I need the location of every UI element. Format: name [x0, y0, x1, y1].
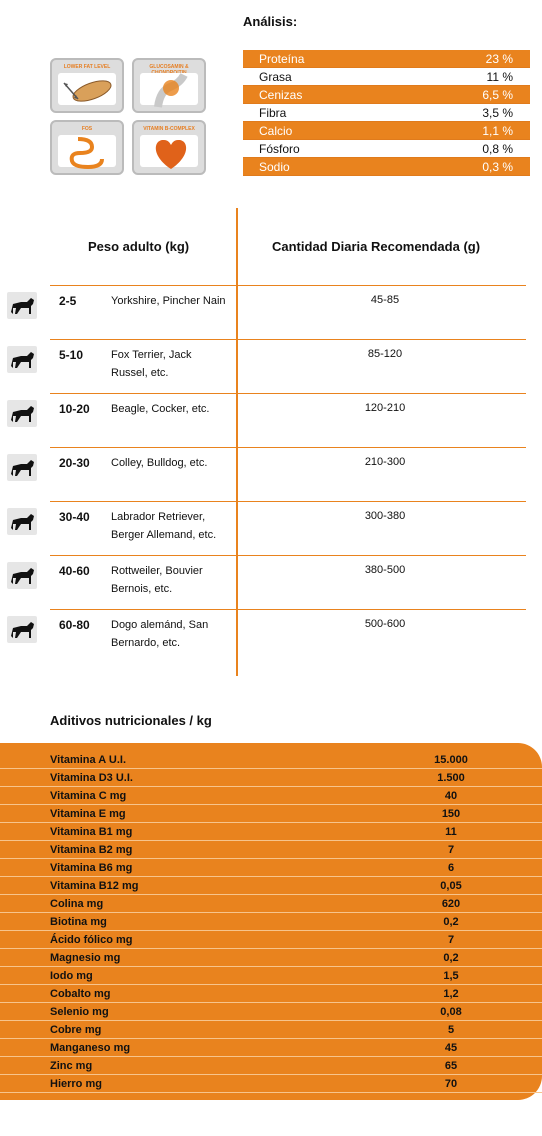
additive-name: Zinc mg [50, 1059, 93, 1072]
aditivos-title: Aditivos nutricionales / kg [50, 713, 212, 728]
row-divider [50, 285, 526, 286]
analisis-row [243, 86, 530, 104]
additive-value: 7 [447, 843, 455, 856]
additive-value: 1,5 [443, 969, 459, 982]
analisis-row [243, 158, 530, 176]
benefit-icons [50, 58, 206, 176]
additive-name: Vitamina B12 mg [50, 879, 139, 892]
breed-examples: Fox Terrier, Jack Russel, etc. [111, 349, 192, 379]
additive-value: 5 [447, 1023, 455, 1036]
additive-value: 6 [447, 861, 455, 874]
additive-row [0, 1003, 542, 1021]
additive-row [0, 877, 542, 895]
great-dane-dog-icon [7, 616, 37, 643]
daily-amount: 500-600 [364, 618, 406, 630]
nutrient-value: 3,5 % [482, 105, 513, 120]
nutrient-name: Calcio [259, 123, 293, 138]
additive-value: 0,2 [443, 951, 459, 964]
additive-row [0, 931, 542, 949]
additive-row [0, 913, 542, 931]
nutrient-value: 0,8 % [482, 141, 513, 156]
breed-examples: Rottweiler, Bouvier Bernois, etc. [111, 565, 203, 595]
collie-dog-icon [7, 454, 37, 481]
additive-name: Manganeso mg [50, 1041, 131, 1054]
nutrient-name: Proteína [259, 51, 305, 66]
weight-range: 5-10 [59, 348, 84, 362]
joint-icon: GLUCOSAMIN & [132, 58, 206, 113]
aditivos-panel [0, 743, 542, 1100]
breed-examples: Beagle, Cocker, etc. [111, 403, 210, 415]
weight-range: 2-5 [59, 294, 77, 308]
additive-value: 0,05 [440, 879, 462, 892]
additive-value: 0,08 [440, 1005, 462, 1018]
heart-icon: VITAMIN B-COMPLEX [132, 120, 206, 175]
row-divider [50, 393, 526, 394]
nutrient-name: Fósforo [259, 141, 300, 156]
additive-name: Vitamina B2 mg [50, 843, 133, 856]
daily-amount: 45-85 [370, 294, 400, 306]
additive-name: Magnesio mg [50, 951, 121, 964]
aditivos-list [0, 751, 542, 1093]
nutrient-value: 11 % [486, 69, 513, 84]
additive-row [0, 949, 542, 967]
weight-range: 60-80 [59, 618, 90, 632]
intestine-icon: FOS [50, 120, 124, 175]
nutrient-name: Cenizas [259, 87, 303, 102]
header-amount: Cantidad Diaria Recomendada (g) [272, 239, 481, 254]
additive-row [0, 769, 542, 787]
additive-value: 7 [447, 933, 455, 946]
additive-row [0, 967, 542, 985]
additive-row [0, 1039, 542, 1057]
additive-value: 620 [441, 897, 461, 910]
rottweiler-dog-icon [7, 562, 37, 589]
weight-range: 40-60 [59, 564, 90, 578]
analisis-row [243, 68, 530, 86]
breed-examples: Colley, Bulldog, etc. [111, 457, 208, 469]
additive-row [0, 805, 542, 823]
beagle-dog-icon [7, 400, 37, 427]
row-divider [50, 501, 526, 502]
nutrient-value: 1,1 % [482, 123, 513, 138]
column-divider [236, 208, 238, 288]
breed-examples: Labrador Retriever, Berger Allemand, etc. [111, 511, 217, 541]
analisis-title: Análisis: [243, 14, 298, 29]
nutrient-value: 6,5 % [482, 87, 513, 102]
daily-amount: 85-120 [367, 348, 403, 360]
weight-range: 20-30 [59, 456, 90, 470]
additive-name: Biotina mg [50, 915, 107, 928]
analisis-row [243, 104, 530, 122]
weight-range: 30-40 [59, 510, 90, 524]
column-divider [236, 288, 238, 676]
additive-name: Ácido fólico mg [50, 933, 133, 946]
additive-row [0, 787, 542, 805]
additive-row [0, 1057, 542, 1075]
row-divider [50, 447, 526, 448]
daily-amount: 300-380 [364, 510, 406, 522]
additive-row [0, 1021, 542, 1039]
additive-value: 1.500 [437, 771, 465, 784]
additive-value: 1,2 [443, 987, 459, 1000]
terrier-dog-icon [7, 346, 37, 373]
additive-name: Cobre mg [50, 1023, 102, 1036]
breed-examples: Dogo alemánd, San Bernardo, etc. [111, 619, 209, 649]
additive-row [0, 841, 542, 859]
analisis-row [243, 122, 530, 140]
analisis-row [243, 140, 530, 158]
additive-name: Colina mg [50, 897, 104, 910]
nutrient-name: Grasa [259, 69, 292, 84]
analisis-row [243, 50, 530, 68]
additive-name: Vitamina B1 mg [50, 825, 133, 838]
additive-value: 11 [445, 825, 457, 838]
additive-value: 150 [441, 807, 461, 820]
additive-row [0, 823, 542, 841]
daily-amount: 120-210 [364, 402, 406, 414]
nutrient-name: Fibra [259, 105, 287, 120]
small-dog-icon [7, 292, 37, 319]
additive-name: Cobalto mg [50, 987, 111, 1000]
daily-amount: 210-300 [364, 456, 406, 468]
additive-name: Vitamina B6 mg [50, 861, 133, 874]
row-divider [50, 609, 526, 610]
fat-molecule-icon: LOWER FAT LEVEL [50, 58, 124, 113]
additive-row [0, 985, 542, 1003]
additive-name: Vitamina D3 U.I. [50, 771, 133, 784]
additive-value: 45 [444, 1041, 458, 1054]
nutrient-value: 23 % [485, 51, 513, 66]
additive-value: 65 [444, 1059, 458, 1072]
nutrient-value: 0,3 % [482, 159, 513, 174]
weight-range: 10-20 [59, 402, 90, 416]
additive-name: Vitamina C mg [50, 789, 127, 802]
additive-value: 0,2 [443, 915, 459, 928]
header-weight: Peso adulto (kg) [88, 239, 190, 254]
nutrient-name: Sodio [259, 159, 290, 174]
additive-name: Vitamina A U.I. [50, 753, 127, 766]
additive-row [0, 1075, 542, 1093]
additive-value: 40 [444, 789, 458, 802]
labrador-dog-icon [7, 508, 37, 535]
additive-name: Iodo mg [50, 969, 93, 982]
additive-value: 15.000 [434, 753, 468, 766]
additive-name: Selenio mg [50, 1005, 109, 1018]
daily-amount: 380-500 [364, 564, 406, 576]
row-divider [50, 555, 526, 556]
row-divider [50, 339, 526, 340]
additive-name: Hierro mg [50, 1077, 102, 1090]
additive-row [0, 859, 542, 877]
additive-value: 70 [444, 1077, 458, 1090]
additive-row [0, 751, 542, 769]
breed-examples: Yorkshire, Pincher Nain [111, 295, 226, 307]
additive-name: Vitamina E mg [50, 807, 126, 820]
additive-row [0, 895, 542, 913]
analisis-table [243, 50, 530, 176]
